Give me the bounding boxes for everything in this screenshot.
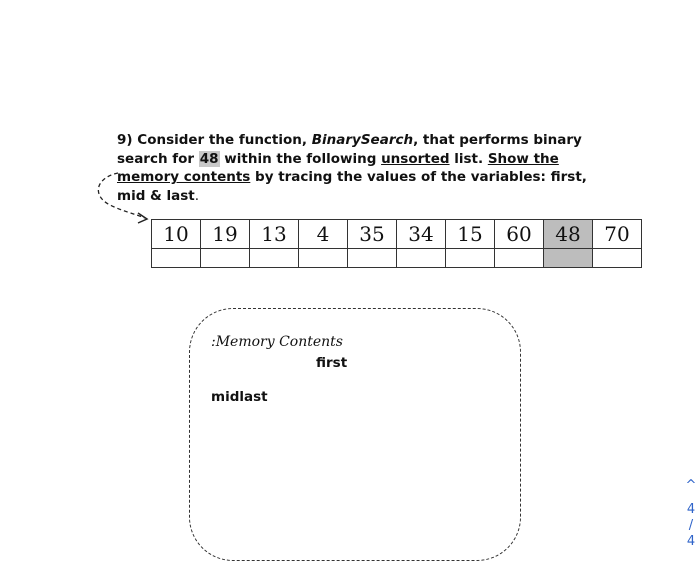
list-cell: 34: [397, 220, 446, 249]
list-cell: 10: [152, 220, 201, 249]
memory-title-prefix: :: [211, 334, 216, 350]
page-total: 4: [686, 534, 696, 549]
list-table: [151, 219, 642, 268]
unsorted-word: unsorted: [381, 150, 450, 167]
question-text: [117, 131, 597, 205]
blank-cell: [446, 249, 495, 268]
list-cell-target: 48: [544, 220, 593, 249]
memory-title: [211, 334, 343, 350]
list-cell: 70: [593, 220, 642, 249]
blank-cell: [593, 249, 642, 268]
blank-cell: [152, 249, 201, 268]
blank-cell: [250, 249, 299, 268]
show-link-1: Show the: [487, 150, 559, 167]
show-link-2: memory contents: [117, 169, 251, 185]
list-blank-row: [152, 249, 642, 268]
blank-cell: [299, 249, 348, 268]
memory-contents-box: [189, 308, 521, 561]
blank-cell: [495, 249, 544, 268]
question-part-1: Consider the function,: [137, 132, 308, 148]
memory-title-text: Memory Contents: [215, 334, 343, 350]
list-cell: 13: [250, 220, 299, 249]
nav-spacer: [681, 494, 700, 502]
question-part-2: , that performs binary search for: [117, 132, 582, 167]
question-part-3: within the following: [224, 150, 377, 167]
page-navigation: [681, 478, 700, 550]
list-cell: 4: [299, 220, 348, 249]
question-number: 9): [117, 132, 133, 148]
list-cell: 19: [201, 220, 250, 249]
question-part-5: by tracing the values of the variables: first, mid & last: [117, 169, 587, 204]
page-up-icon[interactable]: ^: [685, 478, 697, 493]
list-cell: 35: [348, 220, 397, 249]
question-period: .: [194, 187, 200, 204]
blank-cell: [201, 249, 250, 268]
first-label: first: [316, 355, 348, 371]
function-name: BinarySearch: [311, 132, 414, 148]
list-cell: 60: [495, 220, 544, 249]
page-current: 4: [686, 502, 696, 517]
midlast-label: midlast: [211, 389, 268, 405]
list-cell: 15: [446, 220, 495, 249]
blank-cell-target: [544, 249, 593, 268]
list-values-row: [152, 220, 642, 249]
page-separator: /: [688, 518, 694, 533]
target-value: 48: [199, 150, 219, 167]
question-part-4: list.: [454, 150, 484, 167]
blank-cell: [397, 249, 446, 268]
blank-cell: [348, 249, 397, 268]
